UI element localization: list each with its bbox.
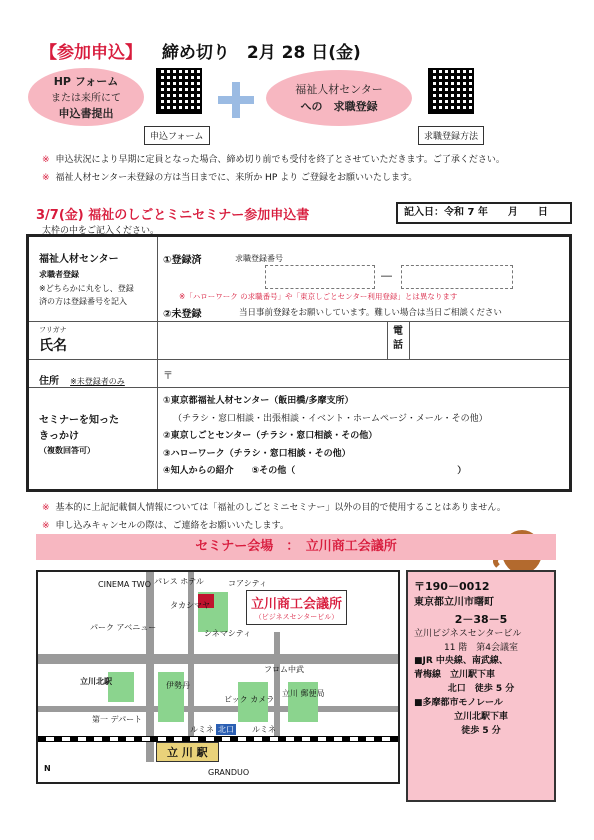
trigger-label-3: （複数回答可） (39, 446, 95, 455)
registration-label (39, 251, 134, 309)
map-label-palace-hotel: パレス ホテル (154, 577, 204, 586)
registration-label-sub2: ※どちらかに丸をし、登録 (39, 283, 134, 293)
name-label: 氏名 (39, 338, 67, 354)
address-room: 11 階 第4会議室 (443, 642, 519, 653)
address-label (39, 369, 125, 388)
number-warning: ※「ハローワーク の求職番号」や「東京しごとセンター利用登録」とは異なります (179, 292, 458, 301)
plus-icon (218, 82, 254, 118)
map-label-north-exit: 北口 (218, 725, 234, 734)
bottom-note-2-text: 申し込みキャンセルの際は、ご連絡をお願いいたします。 (55, 521, 289, 531)
application-form (26, 234, 572, 492)
station-label: 立 川 駅 (156, 742, 219, 762)
map-label-lumine-1: ルミネ (190, 725, 214, 734)
access-monorail-2: 立川北駅下車 (453, 712, 508, 723)
option-registered[interactable]: ①登録済 (163, 255, 202, 266)
unregistered-note: 当日事前登録をお願いしています。難しい場合は当日ご相談ください (239, 308, 502, 318)
venue-address-box (406, 570, 556, 802)
form-title-text: 3/7(金) 福祉のしごとミニセミナー参加申込書 (36, 208, 310, 223)
registration-qr-label: 求職登録方法 (418, 126, 484, 145)
address-postal: 〒190－0012 (414, 580, 490, 593)
access-monorail-1: ■多摩都市モノレール (414, 698, 503, 709)
venue-title: セミナー会場 ： 立川商工会議所 (36, 534, 556, 560)
access-jr-1: ■JR 中央線、南武線、 (414, 656, 508, 667)
address-label-text: 住所 (39, 376, 59, 387)
registration-label-sub1: 求職者登録 (39, 270, 79, 279)
hp-form-pill (28, 68, 144, 126)
apply-label: 【参加申込】 (40, 43, 142, 63)
apply-heading (40, 38, 361, 63)
trigger-label-1: セミナーを知った (39, 415, 119, 426)
map-venue-name: 立川商工会議所 (251, 597, 343, 612)
access-monorail-3: 徒歩 5 分 (461, 726, 501, 737)
left-pill-line2: または来所にて (51, 92, 121, 104)
deadline-text: 締め切り 2月 28 日(金) (161, 43, 361, 63)
address-line1: 東京都立川市曙町 (414, 597, 494, 609)
map-label-granduo: GRANDUO (208, 768, 250, 777)
address-label-note: ※未登録者のみ (70, 377, 125, 386)
right-pill-line2: への 求職登録 (300, 99, 378, 113)
map-label-bic-camera: ビック カメラ (224, 695, 275, 704)
furigana-label: フリガナ (39, 326, 67, 334)
job-number-field-1[interactable] (265, 265, 375, 289)
name-field[interactable] (163, 327, 383, 355)
trigger-option-4-5[interactable]: ④知人からの紹介 ⑤その他（ ） (163, 466, 467, 477)
trigger-label (39, 413, 119, 458)
trigger-option-1[interactable]: ①東京都福祉人材センター（飯田橋/多摩支所） (163, 396, 354, 406)
map-label-post-office: 立川 郵便局 (282, 689, 325, 698)
trigger-options (163, 393, 488, 481)
access-map (36, 570, 400, 784)
left-pill-line3: 申込書提出 (58, 106, 114, 120)
left-pill-line1: HP フォーム (53, 75, 119, 88)
phone-field[interactable] (415, 327, 565, 355)
bottom-note-2: ※ 申し込みキャンセルの際は、ご連絡をお願いいたします。 (42, 521, 289, 531)
map-label-core-city: コアシティ (228, 579, 268, 588)
trigger-option-1-detail: （チラシ・窓口相談・出張相談・イベント・ホームページ・メール・その他） (173, 413, 488, 424)
bottom-note-1: ※ 基本的に上記記載個人情報については「福祉のしごとミニセミナー」以外の目的で使用することはありません。 (42, 503, 506, 513)
registration-qr[interactable] (428, 68, 474, 114)
apply-form-qr-label: 申込フォーム (144, 126, 210, 145)
bottom-note-1-text: 基本的に上記記載個人情報については「福祉のしごとミニセミナー」以外の目的で使用することはありません。 (55, 503, 506, 513)
map-label-lumine-2: ルミネ (252, 725, 276, 734)
phone-label (393, 325, 403, 353)
form-title (36, 204, 309, 223)
trigger-label-2: きっかけ (39, 431, 79, 442)
north-arrow-icon: N (44, 764, 51, 773)
map-label-daiichi-dept: 第一 デパート (92, 715, 143, 724)
form-subtitle: 太枠の中をご記入ください。 (42, 226, 160, 236)
right-pill-line1: 福祉人材センター (295, 83, 383, 96)
map-venue-sub: （ビジネスセンタービル） (254, 613, 339, 621)
top-note-1-text: 申込状況により早期に定員となった場合、締め切り前でも受付を終了とさせていただきます。ご了承ください。 (55, 155, 505, 165)
map-label-cinema-city: シネマシティ (204, 629, 252, 638)
trigger-option-3[interactable]: ③ハローワーク（チラシ・窓口相談・その他） (163, 448, 351, 459)
postal-mark: 〒 (163, 371, 173, 382)
top-note-2: ※ 福祉人材センター未登録の方は当日までに、来所か HP より ご登録をお願いいたします。 (42, 173, 418, 183)
phone-label-2: 話 (393, 340, 403, 351)
job-number-field-2[interactable] (401, 265, 513, 289)
phone-label-1: 電 (393, 326, 403, 337)
trigger-option-2[interactable]: ②東京しごとセンター（チラシ・窓口相談・その他） (163, 431, 378, 442)
date-field[interactable]: 記入日：令和 7 年 月 日 (396, 202, 572, 224)
address-line2: 2－38－5 (454, 612, 508, 626)
registration-label-title: 福祉人材センター (39, 254, 119, 265)
apply-form-qr[interactable] (156, 68, 202, 114)
map-label-park-avenue: パーク アベニュー (90, 623, 157, 632)
access-jr-2: 青梅線 立川駅下車 (414, 670, 496, 681)
address-building: 立川ビジネスセンタービル (414, 628, 522, 639)
registration-pill (266, 70, 412, 126)
option-unregistered[interactable]: ②未登録 (163, 309, 202, 320)
job-number-dash: ― (381, 269, 392, 282)
map-label-from-nakabu: フロム中武 (264, 665, 304, 674)
map-label-takashimaya: タカシマヤ (170, 601, 210, 610)
map-label-tachikawa-kita: 立川北駅 (80, 677, 112, 686)
map-label-isetan: 伊勢丹 (166, 681, 190, 690)
top-note-1: ※ 申込状況により早期に定員となった場合、締め切り前でも受付を終了とさせていただきます。ご了承ください。 (42, 155, 505, 165)
map-label-cinema-two: CINEMA TWO (98, 580, 151, 589)
map-venue-box (246, 590, 347, 625)
job-number-label: 求職登録番号 (235, 254, 283, 263)
registration-label-sub3: 済の方は登録番号を記入 (39, 297, 127, 307)
address-field[interactable] (179, 363, 565, 385)
access-jr-3: 北口 徒歩 5 分 (447, 684, 515, 695)
top-note-2-text: 福祉人材センター未登録の方は当日までに、来所か HP より ご登録をお願いいたします。 (55, 173, 418, 183)
